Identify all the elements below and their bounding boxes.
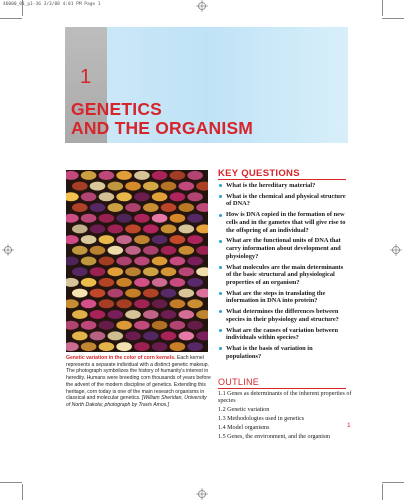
corn-kernel xyxy=(152,257,168,266)
corn-kernel xyxy=(99,171,115,180)
corn-kernel xyxy=(134,342,150,351)
corn-kernel xyxy=(116,235,132,244)
key-questions-list xyxy=(218,182,348,364)
key-question-item: How is DNA copied in the formation of new cells and in the gametes that will give rise to the offspring of an individual? xyxy=(218,211,348,234)
corn-kernel xyxy=(108,203,124,212)
corn-kernel xyxy=(72,289,88,298)
corn-kernels-illustration xyxy=(66,170,208,352)
registration-mark-icon xyxy=(390,244,402,256)
corn-kernel xyxy=(170,214,186,223)
corn-kernel xyxy=(72,203,88,212)
corn-kernel xyxy=(161,182,177,191)
corn-kernel xyxy=(81,214,97,223)
corn-kernel xyxy=(170,342,186,351)
corn-kernel xyxy=(161,289,177,298)
registration-mark-icon xyxy=(2,244,14,256)
corn-kernel xyxy=(116,278,132,287)
corn-kernel xyxy=(170,321,186,330)
corn-kernel xyxy=(81,342,97,351)
corn-kernel xyxy=(108,224,124,233)
corn-kernel xyxy=(179,267,195,276)
corn-kernel xyxy=(99,278,115,287)
corn-kernel xyxy=(116,342,132,351)
corn-kernel xyxy=(81,257,97,266)
corn-kernel xyxy=(134,171,150,180)
corn-kernel xyxy=(99,342,115,351)
corn-kernel xyxy=(90,203,106,212)
outline-heading: OUTLINE xyxy=(218,377,260,387)
outline-item: 1.4 Model organisms xyxy=(218,425,270,432)
crop-mark xyxy=(22,484,23,500)
corn-kernel xyxy=(108,310,124,319)
corn-kernel xyxy=(143,331,159,340)
corn-kernel xyxy=(125,203,141,212)
crop-mark xyxy=(382,484,383,500)
corn-kernel xyxy=(170,192,186,201)
corn-kernel xyxy=(108,267,124,276)
corn-kernel xyxy=(90,331,106,340)
chapter-title-line: GENETICS xyxy=(71,99,163,119)
corn-kernel xyxy=(134,235,150,244)
corn-kernel xyxy=(116,214,132,223)
photo-caption xyxy=(66,355,212,409)
corn-kernel xyxy=(116,192,132,201)
caption-credit: [William Sheridan, University of North Dakota; photograph by Travis Amos.] xyxy=(66,395,207,408)
corn-kernel xyxy=(99,299,115,308)
corn-kernel xyxy=(152,235,168,244)
corn-kernel xyxy=(170,299,186,308)
key-question-item: What are the steps in translating the information in DNA into protein? xyxy=(218,290,348,305)
corn-kernel xyxy=(81,278,97,287)
outline-item: 1.3 Methodologies used in genetics xyxy=(218,416,305,423)
corn-kernel xyxy=(170,171,186,180)
corn-kernel xyxy=(99,192,115,201)
corn-kernel xyxy=(134,192,150,201)
outline-item: 1.5 Genes, the environment, and the organism xyxy=(218,434,331,441)
corn-kernel xyxy=(125,224,141,233)
corn-kernel xyxy=(161,331,177,340)
corn-kernel xyxy=(152,342,168,351)
corn-kernel xyxy=(187,235,203,244)
corn-kernel xyxy=(90,289,106,298)
corn-kernel xyxy=(134,214,150,223)
corn-kernel xyxy=(125,331,141,340)
corn-kernel xyxy=(143,224,159,233)
corn-kernel xyxy=(125,289,141,298)
corn-kernel xyxy=(72,182,88,191)
crop-mark xyxy=(22,0,23,16)
crop-mark xyxy=(382,482,404,483)
corn-kernel xyxy=(90,267,106,276)
corn-kernel xyxy=(116,299,132,308)
caption-lead: Genetic variation in the color of corn kernels. xyxy=(66,355,176,361)
corn-kernel xyxy=(125,267,141,276)
corn-kernel xyxy=(125,310,141,319)
corn-kernel xyxy=(99,321,115,330)
corn-kernel xyxy=(108,331,124,340)
corn-kernel xyxy=(72,246,88,255)
corn-kernel xyxy=(179,182,195,191)
chapter-number: 1 xyxy=(80,66,92,88)
corn-kernel xyxy=(99,214,115,223)
key-question-item: What molecules are the main determinants of the basic structural and physiological properties of an organism? xyxy=(218,264,348,287)
corn-kernel xyxy=(161,310,177,319)
corn-kernel xyxy=(179,224,195,233)
corn-kernel xyxy=(187,299,203,308)
corn-kernel xyxy=(161,246,177,255)
key-question-item: What determines the differences between species in their physiology and structure? xyxy=(218,308,348,323)
corn-kernel xyxy=(108,246,124,255)
corn-kernel xyxy=(125,246,141,255)
corn-kernel xyxy=(116,321,132,330)
corn-kernel xyxy=(187,214,203,223)
corn-kernel xyxy=(134,299,150,308)
key-question-item: What is the hereditary material? xyxy=(218,182,348,190)
outline-item: 1.2 Genetic variation xyxy=(218,407,270,414)
crop-mark xyxy=(0,18,22,19)
corn-kernel xyxy=(143,267,159,276)
corn-kernel xyxy=(81,192,97,201)
corn-kernel xyxy=(143,182,159,191)
corn-kernel xyxy=(161,224,177,233)
corn-kernel xyxy=(90,224,106,233)
corn-kernel xyxy=(187,192,203,201)
caption-body: Each kernel represents a separate individual with a distinct genetic makeup. The photograph symbolizes the history of humanity's interest in heredity. Humans were breeding corn thousands of years before the advent of the modern discipline of genetics. Extending this heritage, corn today is one of the main research organisms in classical and molecular genetics. xyxy=(66,355,211,402)
corn-kernel xyxy=(143,310,159,319)
corn-kernel xyxy=(90,246,106,255)
corn-kernel xyxy=(152,171,168,180)
corn-kernel xyxy=(179,310,195,319)
corn-kernel xyxy=(90,310,106,319)
registration-mark-icon xyxy=(196,0,208,12)
outline-item: 1.1 Genes as determinants of the inherent properties of species xyxy=(218,391,352,405)
corn-kernel xyxy=(187,257,203,266)
corn-kernel xyxy=(99,257,115,266)
corn-kernel xyxy=(170,278,186,287)
page-number: 1 xyxy=(347,422,351,429)
corn-kernel xyxy=(152,278,168,287)
key-questions-heading: KEY QUESTIONS xyxy=(218,168,300,179)
corn-kernel xyxy=(81,171,97,180)
corn-kernel xyxy=(143,203,159,212)
corn-kernel xyxy=(108,182,124,191)
corn-kernel xyxy=(81,235,97,244)
outline-list xyxy=(218,391,358,443)
corn-kernel xyxy=(72,310,88,319)
corn-kernel xyxy=(108,289,124,298)
corn-kernel xyxy=(187,278,203,287)
corn-kernel xyxy=(134,278,150,287)
corn-kernel xyxy=(161,267,177,276)
corn-kernel xyxy=(90,182,106,191)
print-slug: 46000_01_p1-36 3/3/08 4:01 PM Page 1 xyxy=(3,2,101,7)
corn-kernel xyxy=(134,257,150,266)
divider xyxy=(218,388,346,389)
corn-kernel xyxy=(143,289,159,298)
key-question-item: What are the causes of variation between individuals within species? xyxy=(218,327,348,342)
corn-kernel xyxy=(187,321,203,330)
registration-mark-icon xyxy=(196,488,208,500)
chapter-title xyxy=(71,100,351,138)
divider xyxy=(218,179,346,180)
key-question-item: What is the chemical and physical structure of DNA? xyxy=(218,193,348,208)
key-question-item: What are the functional units of DNA that carry information about development and physiology? xyxy=(218,237,348,260)
corn-kernel xyxy=(170,257,186,266)
corn-kernel xyxy=(179,203,195,212)
corn-kernel xyxy=(152,299,168,308)
corn-photograph xyxy=(66,170,208,352)
crop-mark xyxy=(0,482,22,483)
corn-kernel xyxy=(81,321,97,330)
corn-kernel xyxy=(116,257,132,266)
corn-kernel xyxy=(72,331,88,340)
corn-kernel xyxy=(179,246,195,255)
corn-kernel xyxy=(152,321,168,330)
corn-kernel xyxy=(170,235,186,244)
corn-kernel xyxy=(152,214,168,223)
crop-mark xyxy=(382,18,404,19)
corn-kernel xyxy=(187,171,203,180)
corn-kernel xyxy=(81,299,97,308)
corn-kernel xyxy=(125,182,141,191)
corn-kernel xyxy=(143,246,159,255)
corn-kernel xyxy=(179,289,195,298)
corn-kernel xyxy=(134,321,150,330)
chapter-title-line: AND THE ORGANISM xyxy=(71,118,254,138)
corn-kernel xyxy=(187,342,203,351)
corn-kernel xyxy=(161,203,177,212)
corn-kernel xyxy=(72,267,88,276)
corn-kernel xyxy=(116,171,132,180)
corn-kernel xyxy=(72,224,88,233)
corn-kernel xyxy=(152,192,168,201)
corn-kernel xyxy=(99,235,115,244)
key-question-item: What is the basis of variation in populations? xyxy=(218,345,348,360)
corn-kernel xyxy=(179,331,195,340)
crop-mark xyxy=(382,0,383,16)
